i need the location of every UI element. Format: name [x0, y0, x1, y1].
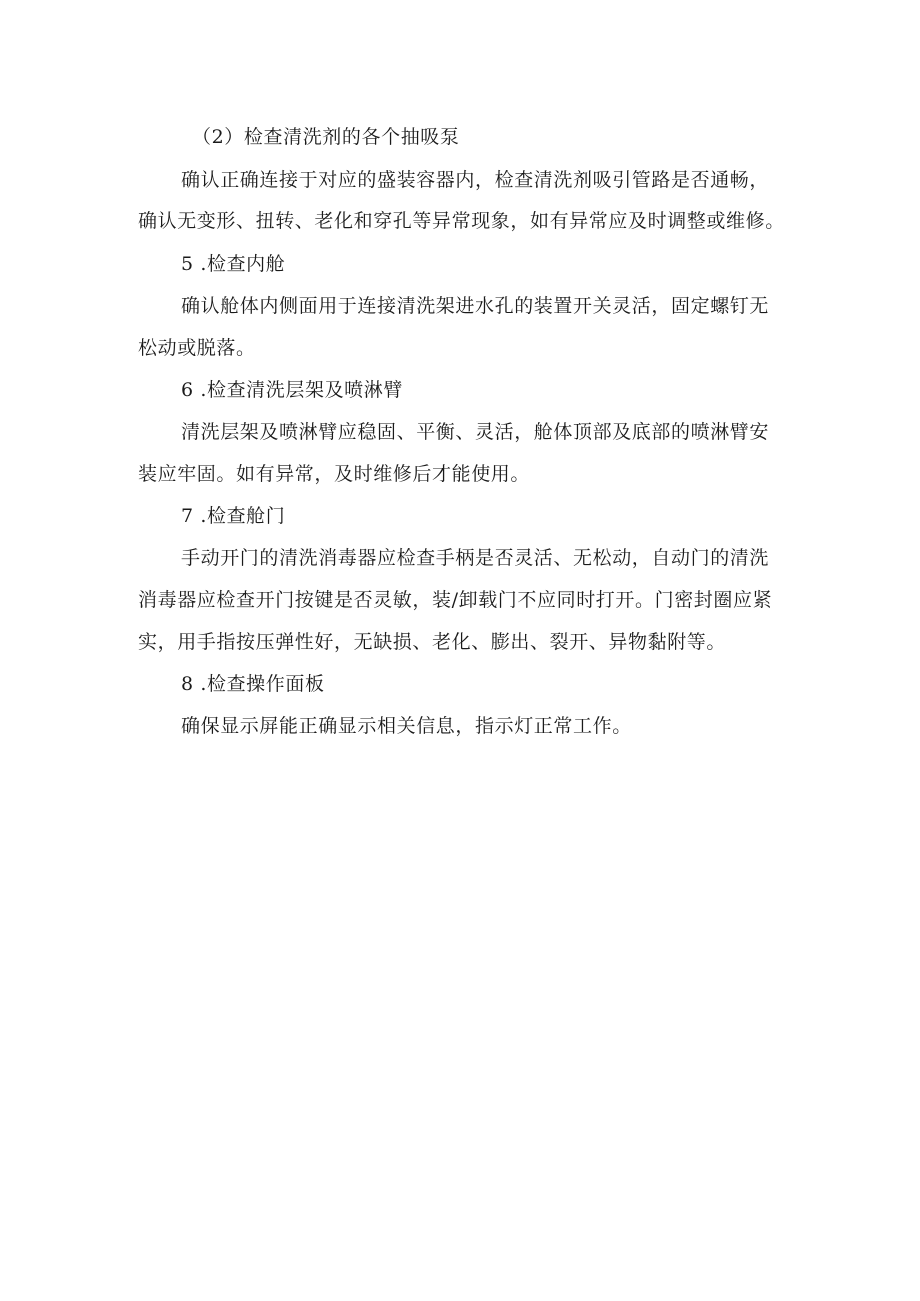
- heading-racks-spray-arms: 6 .检查清洗层架及喷淋臂: [181, 379, 403, 401]
- paragraph-line: 松动或脱落。: [138, 337, 256, 359]
- paragraph-line: 手动开门的清洗消毒器应检查手柄是否灵活、无松动，自动门的清洗: [181, 547, 770, 569]
- paragraph-line: 实，用手指按压弹性好，无缺损、老化、膨出、裂开、异物黏附等。: [138, 631, 727, 653]
- heading-inner-chamber: 5 .检查内舱: [181, 253, 286, 275]
- paragraph-line: 确认舱体内侧面用于连接清洗架进水孔的装置开关灵活，固定螺钉无: [181, 295, 770, 317]
- paragraph-line: 装应牢固。如有异常，及时维修后才能使用。: [138, 463, 531, 485]
- paragraph-line: 确保显示屏能正确显示相关信息，指示灯正常工作。: [181, 715, 632, 737]
- heading-control-panel: 8 .检查操作面板: [181, 673, 325, 695]
- paragraph-line: 清洗层架及喷淋臂应稳固、平衡、灵活，舱体顶部及底部的喷淋臂安: [181, 421, 770, 443]
- paragraph-line: 消毒器应检查开门按键是否灵敏，装/卸载门不应同时打开。门密封圈应紧: [138, 589, 773, 611]
- paragraph-line: 确认正确连接于对应的盛装容器内，检查清洗剂吸引管路是否通畅，: [181, 169, 770, 191]
- subheading-pumps: （2）检查清洗剂的各个抽吸泵: [192, 126, 460, 148]
- heading-chamber-door: 7 .检查舱门: [181, 505, 286, 527]
- paragraph-line: 确认无变形、扭转、老化和穿孔等异常现象，如有异常应及时调整或维修。: [138, 210, 785, 232]
